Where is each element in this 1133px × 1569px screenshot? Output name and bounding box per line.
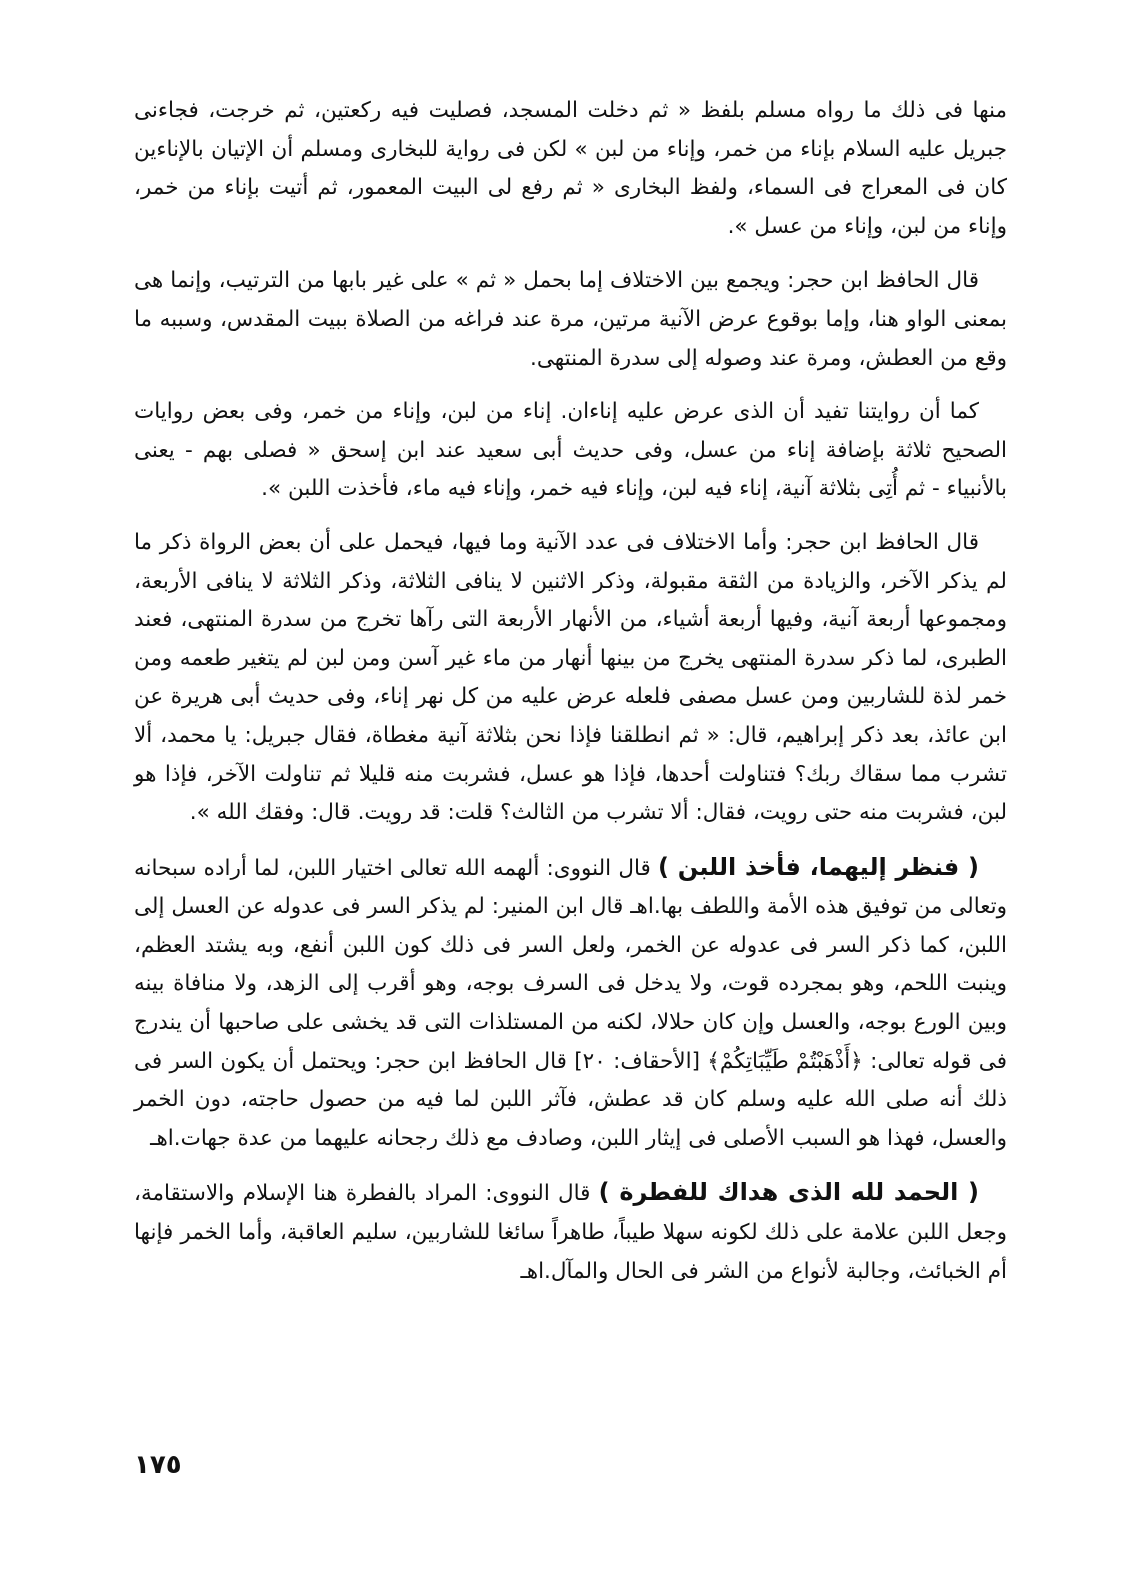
paragraph-5-body: قال النووى: ألهمه الله تعالى اختيار اللبن، لما أراده سبحانه وتعالى من توفيق هذه الأمة واللطف بها.اهـ قال ابن المنير: لم يذكر السر فى عدوله عن العسل إلى اللبن، كما ذكر السر فى عدوله عن الخمر، ولعل السر فى ذلك كون اللبن أنفع، وبه يشتد العظم، وينبت اللحم، وهو بمجرده قوت، ولا يدخل فى السرف بوجه، وهو أقرب إلى الزهد، ولا منافاة بينه وبين الورع بوجه، والعسل وإن كان حلالا، لكنه من المستلذات التى قد يخشى على صاحبها أن يندرج فى قوله تعالى: ﴿أَذْهَبْتُمْ طَيِّبَاتِكُمْ﴾ [الأحقاف: ٢٠] قال الحافظ ابن حجر: ويحتمل أن يكون السر فى ذلك أنه صلى الله عليه وسلم كان قد عطش، فآثر اللبن لما فيه من حصول حاجته، دون الخمر والعسل، فهذا هو السبب الأصلى فى إيثار اللبن، وصادف مع ذلك رجحانه عليهما من عدة جهات.اهـ (134, 855, 1008, 1151)
main-text (134, 92, 1007, 1306)
paragraph-6 (134, 1173, 1007, 1291)
paragraph-4: قال الحافظ ابن حجر: وأما الاختلاف فى عدد الآنية وما فيها، فيحمل على أن بعض الرواة ذكر ما لم يذكر الآخر، والزيادة من الثقة مقبولة، وذكر الاثنين لا ينافى الثلاثة، وذكر الثلاثة لا ينافى الأربعة، ومجموعها أربعة آنية، وفيها أربعة أشياء، من الأنهار الأربعة التى رآها تخرج من سدرة المنتهى، فعند الطبرى، لما ذكر سدرة المنتهى يخرج من بينها أنهار من ماء غير آسن ومن لبن لم يتغير طعمه ومن خمر لذة للشاربين ومن عسل مصفى فلعله عرض عليه من كل نهر إناء، وفى حديث أبى هريرة عن ابن عائذ، بعد ذكر إبراهيم، قال: « ثم انطلقنا فإذا نحن بثلاثة آنية مغطاة، فقال جبريل: يا محمد، ألا تشرب مما سقاك ربك؟ فتناولت أحدها، فإذا هو عسل، فشربت منه قليلا ثم تناولت الآخر، فإذا هو لبن، فشربت منه حتى رويت، فقال: ألا تشرب من الثالث؟ قلت: قد رويت. قال: وفقك الله ». (134, 529, 1007, 826)
paragraph-5-heading: ( فنظر إليهما، فأخذ اللبن ) (658, 852, 979, 881)
paragraph-6-body: قال النووى: المراد بالفطرة هنا الإسلام والاستقامة، وجعل اللبن علامة على ذلك لكونه سهلا طيباً، طاهراً سائغا للشاربين، سليم العاقبة، وأما الخمر فإنها أم الخبائث، وجالبة لأنواع من الشر فى الحال والمآل.اهـ (134, 1181, 1007, 1284)
paragraph-6-heading: ( الحمد لله الذى هداك للفطرة ) (598, 1178, 980, 1207)
paragraph-2: قال الحافظ ابن حجر: ويجمع بين الاختلاف إما بحمل « ثم » على غير بابها من الترتيب، وإنما هى بمعنى الواو هنا، وإما بوقوع عرض الآنية مرتين، مرة عند فراغه من الصلاة ببيت المقدس، وسببه ما وقع من العطش، ومرة عند وصوله إلى سدرة المنتهى. (134, 268, 1007, 371)
page-number: ١٧٥ (134, 1450, 182, 1480)
paragraph-5 (134, 848, 1007, 1159)
paragraph-3: كما أن روايتنا تفيد أن الذى عرض عليه إناءان. إناء من لبن، وإناء من خمر، وفى بعض روايات الصحيح ثلاثة بإضافة إناء من عسل، وفى حديث أبى سعيد عند ابن إسحق « فصلى بهم - يعنى بالأنبياء - ثم أُتِى بثلاثة آنية، إناء فيه لبن، وإناء فيه خمر، وإناء فيه ماء، فأخذت اللبن ». (134, 399, 1007, 502)
paragraph-1: منها فى ذلك ما رواه مسلم بلفظ « ثم دخلت المسجد، فصليت فيه ركعتين، ثم خرجت، فجاءنى جبريل عليه السلام بإناء من خمر، وإناء من لبن » لكن فى رواية للبخارى ومسلم أن الإتيان بالإناءين كان فى المعراج فى السماء، ولفظ البخارى « ثم رفع لى البيت المعمور، ثم أتيت بإناء من خمر، وإناء من لبن، وإناء من عسل ». (134, 98, 1007, 239)
